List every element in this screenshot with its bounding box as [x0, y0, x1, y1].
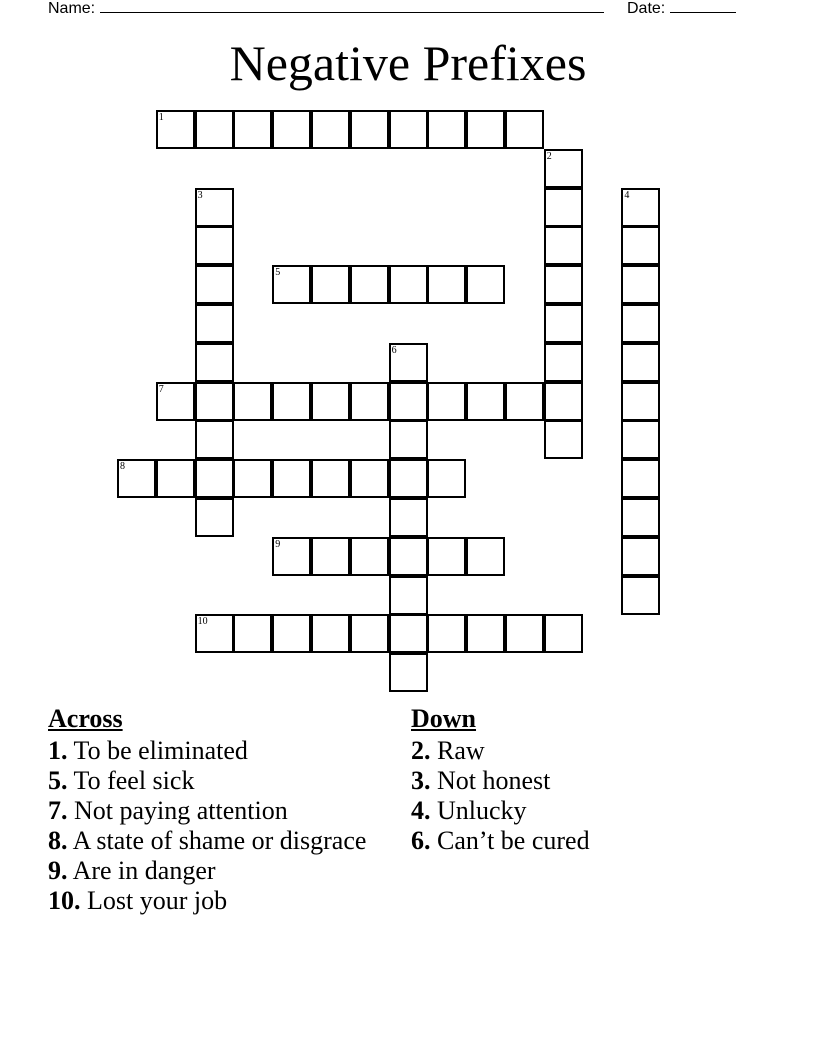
grid-cell[interactable] [621, 226, 660, 265]
grid-cell[interactable] [195, 110, 234, 149]
grid-cell[interactable] [466, 537, 505, 576]
grid-cell[interactable] [272, 537, 311, 576]
grid-cell[interactable] [233, 459, 272, 498]
cell-number: 9 [275, 538, 281, 550]
grid-cell[interactable] [195, 343, 234, 382]
grid-cell[interactable] [544, 420, 583, 459]
grid-cell[interactable] [505, 382, 544, 421]
clue-item [48, 766, 368, 796]
clue-text: Raw [437, 736, 485, 765]
grid-cell[interactable] [389, 459, 428, 498]
grid-cell[interactable] [389, 110, 428, 149]
date-label: Date: [627, 0, 666, 17]
grid-cell[interactable] [311, 614, 350, 653]
grid-cell[interactable] [544, 149, 583, 188]
grid-cell[interactable] [117, 459, 156, 498]
grid-cell[interactable] [505, 614, 544, 653]
grid-cell[interactable] [389, 576, 428, 615]
clue-number: 3. [411, 766, 431, 795]
grid-cell[interactable] [272, 459, 311, 498]
grid-cell[interactable] [195, 265, 234, 304]
clue-text: Are in danger [72, 856, 216, 885]
grid-cell[interactable] [350, 265, 389, 304]
grid-cell[interactable] [311, 265, 350, 304]
grid-cell[interactable] [466, 110, 505, 149]
grid-cell[interactable] [544, 614, 583, 653]
grid-cell[interactable] [621, 576, 660, 615]
grid-cell[interactable] [195, 614, 234, 653]
cell-number: 7 [158, 383, 164, 395]
cell-number: 5 [275, 267, 281, 279]
clue-number: 1. [48, 736, 68, 765]
grid-cell[interactable] [427, 459, 466, 498]
grid-cell[interactable] [233, 382, 272, 421]
grid-cell[interactable] [389, 343, 428, 382]
down-clues [411, 704, 771, 856]
grid-cell[interactable] [389, 614, 428, 653]
grid-cell[interactable] [505, 110, 544, 149]
grid-cell[interactable] [195, 188, 234, 227]
grid-cell[interactable] [544, 382, 583, 421]
grid-cell[interactable] [272, 265, 311, 304]
clue-number: 10. [48, 886, 81, 915]
grid-cell[interactable] [544, 265, 583, 304]
clue-item [411, 766, 771, 796]
clue-number: 9. [48, 856, 68, 885]
cell-number: 6 [391, 344, 397, 356]
clue-text: Lost your job [87, 886, 228, 915]
across-clues [48, 704, 368, 916]
grid-cell[interactable] [195, 382, 234, 421]
grid-cell[interactable] [389, 653, 428, 692]
grid-cell[interactable] [621, 382, 660, 421]
grid-cell[interactable] [195, 498, 234, 537]
grid-cell[interactable] [272, 614, 311, 653]
grid-cell[interactable] [156, 459, 195, 498]
grid-cell[interactable] [621, 537, 660, 576]
cell-number: 4 [624, 189, 630, 201]
name-label: Name: [48, 0, 96, 17]
grid-cell[interactable] [350, 382, 389, 421]
clue-text: A state of shame or disgrace [72, 826, 367, 855]
grid-cell[interactable] [621, 343, 660, 382]
clue-text: To be eliminated [73, 736, 248, 765]
grid-cell[interactable] [311, 459, 350, 498]
clue-number: 5. [48, 766, 68, 795]
clue-text: Not honest [437, 766, 551, 795]
grid-cell[interactable] [195, 459, 234, 498]
grid-cell[interactable] [156, 382, 195, 421]
clue-text: Not paying attention [74, 796, 288, 825]
grid-cell[interactable] [621, 265, 660, 304]
grid-cell[interactable] [621, 304, 660, 343]
grid-cell[interactable] [544, 343, 583, 382]
grid-cell[interactable] [389, 537, 428, 576]
grid-cell[interactable] [350, 537, 389, 576]
grid-cell[interactable] [466, 382, 505, 421]
clue-item [48, 826, 368, 856]
cell-number: 8 [120, 461, 125, 473]
grid-cell[interactable] [156, 110, 195, 149]
clue-number: 7. [48, 796, 68, 825]
clue-number: 8. [48, 826, 68, 855]
grid-cell[interactable] [621, 420, 660, 459]
cell-number: 10 [197, 616, 208, 628]
clue-number: 4. [411, 796, 431, 825]
grid-cell[interactable] [389, 498, 428, 537]
clue-item [48, 796, 368, 826]
clue-item [48, 856, 368, 886]
grid-cell[interactable] [621, 459, 660, 498]
across-heading: Across [48, 704, 123, 733]
grid-cell[interactable] [311, 382, 350, 421]
grid-cell[interactable] [311, 110, 350, 149]
down-heading: Down [411, 704, 477, 733]
grid-cell[interactable] [311, 537, 350, 576]
grid-cell[interactable] [233, 614, 272, 653]
grid-cell[interactable] [195, 304, 234, 343]
grid-cell[interactable] [195, 420, 234, 459]
grid-cell[interactable] [427, 265, 466, 304]
grid-cell[interactable] [427, 537, 466, 576]
clue-item [48, 886, 368, 916]
grid-cell[interactable] [544, 226, 583, 265]
grid-cell[interactable] [350, 459, 389, 498]
grid-cell[interactable] [272, 382, 311, 421]
grid-cell[interactable] [389, 265, 428, 304]
grid-cell[interactable] [621, 498, 660, 537]
clue-text: Unlucky [437, 796, 527, 825]
grid-cell[interactable] [427, 110, 466, 149]
grid-cell[interactable] [621, 188, 660, 227]
grid-cell[interactable] [389, 420, 428, 459]
grid-cell[interactable] [350, 110, 389, 149]
clue-text: To feel sick [73, 766, 195, 795]
clue-number: 6. [411, 826, 431, 855]
clue-number: 2. [411, 736, 431, 765]
clue-item [411, 826, 771, 856]
clue-item [411, 736, 771, 766]
grid-cell[interactable] [427, 382, 466, 421]
grid-cell[interactable] [544, 188, 583, 227]
down-clue-list [411, 736, 771, 856]
cell-number: 1 [158, 112, 164, 123]
grid-cell[interactable] [427, 614, 466, 653]
across-clue-list [48, 736, 368, 916]
grid-cell[interactable] [195, 226, 234, 265]
grid-cell[interactable] [466, 614, 505, 653]
grid-cell[interactable] [466, 265, 505, 304]
clue-item [411, 796, 771, 826]
grid-cell[interactable] [544, 304, 583, 343]
clue-item [48, 736, 368, 766]
grid-cell[interactable] [233, 110, 272, 149]
cell-number: 2 [546, 150, 552, 162]
grid-cell[interactable] [350, 614, 389, 653]
page-title: Negative Prefixes [229, 35, 587, 91]
grid-cell[interactable] [389, 382, 428, 421]
clue-text: Can’t be cured [437, 826, 590, 855]
cell-number: 3 [197, 189, 203, 201]
grid-cell[interactable] [272, 110, 311, 149]
